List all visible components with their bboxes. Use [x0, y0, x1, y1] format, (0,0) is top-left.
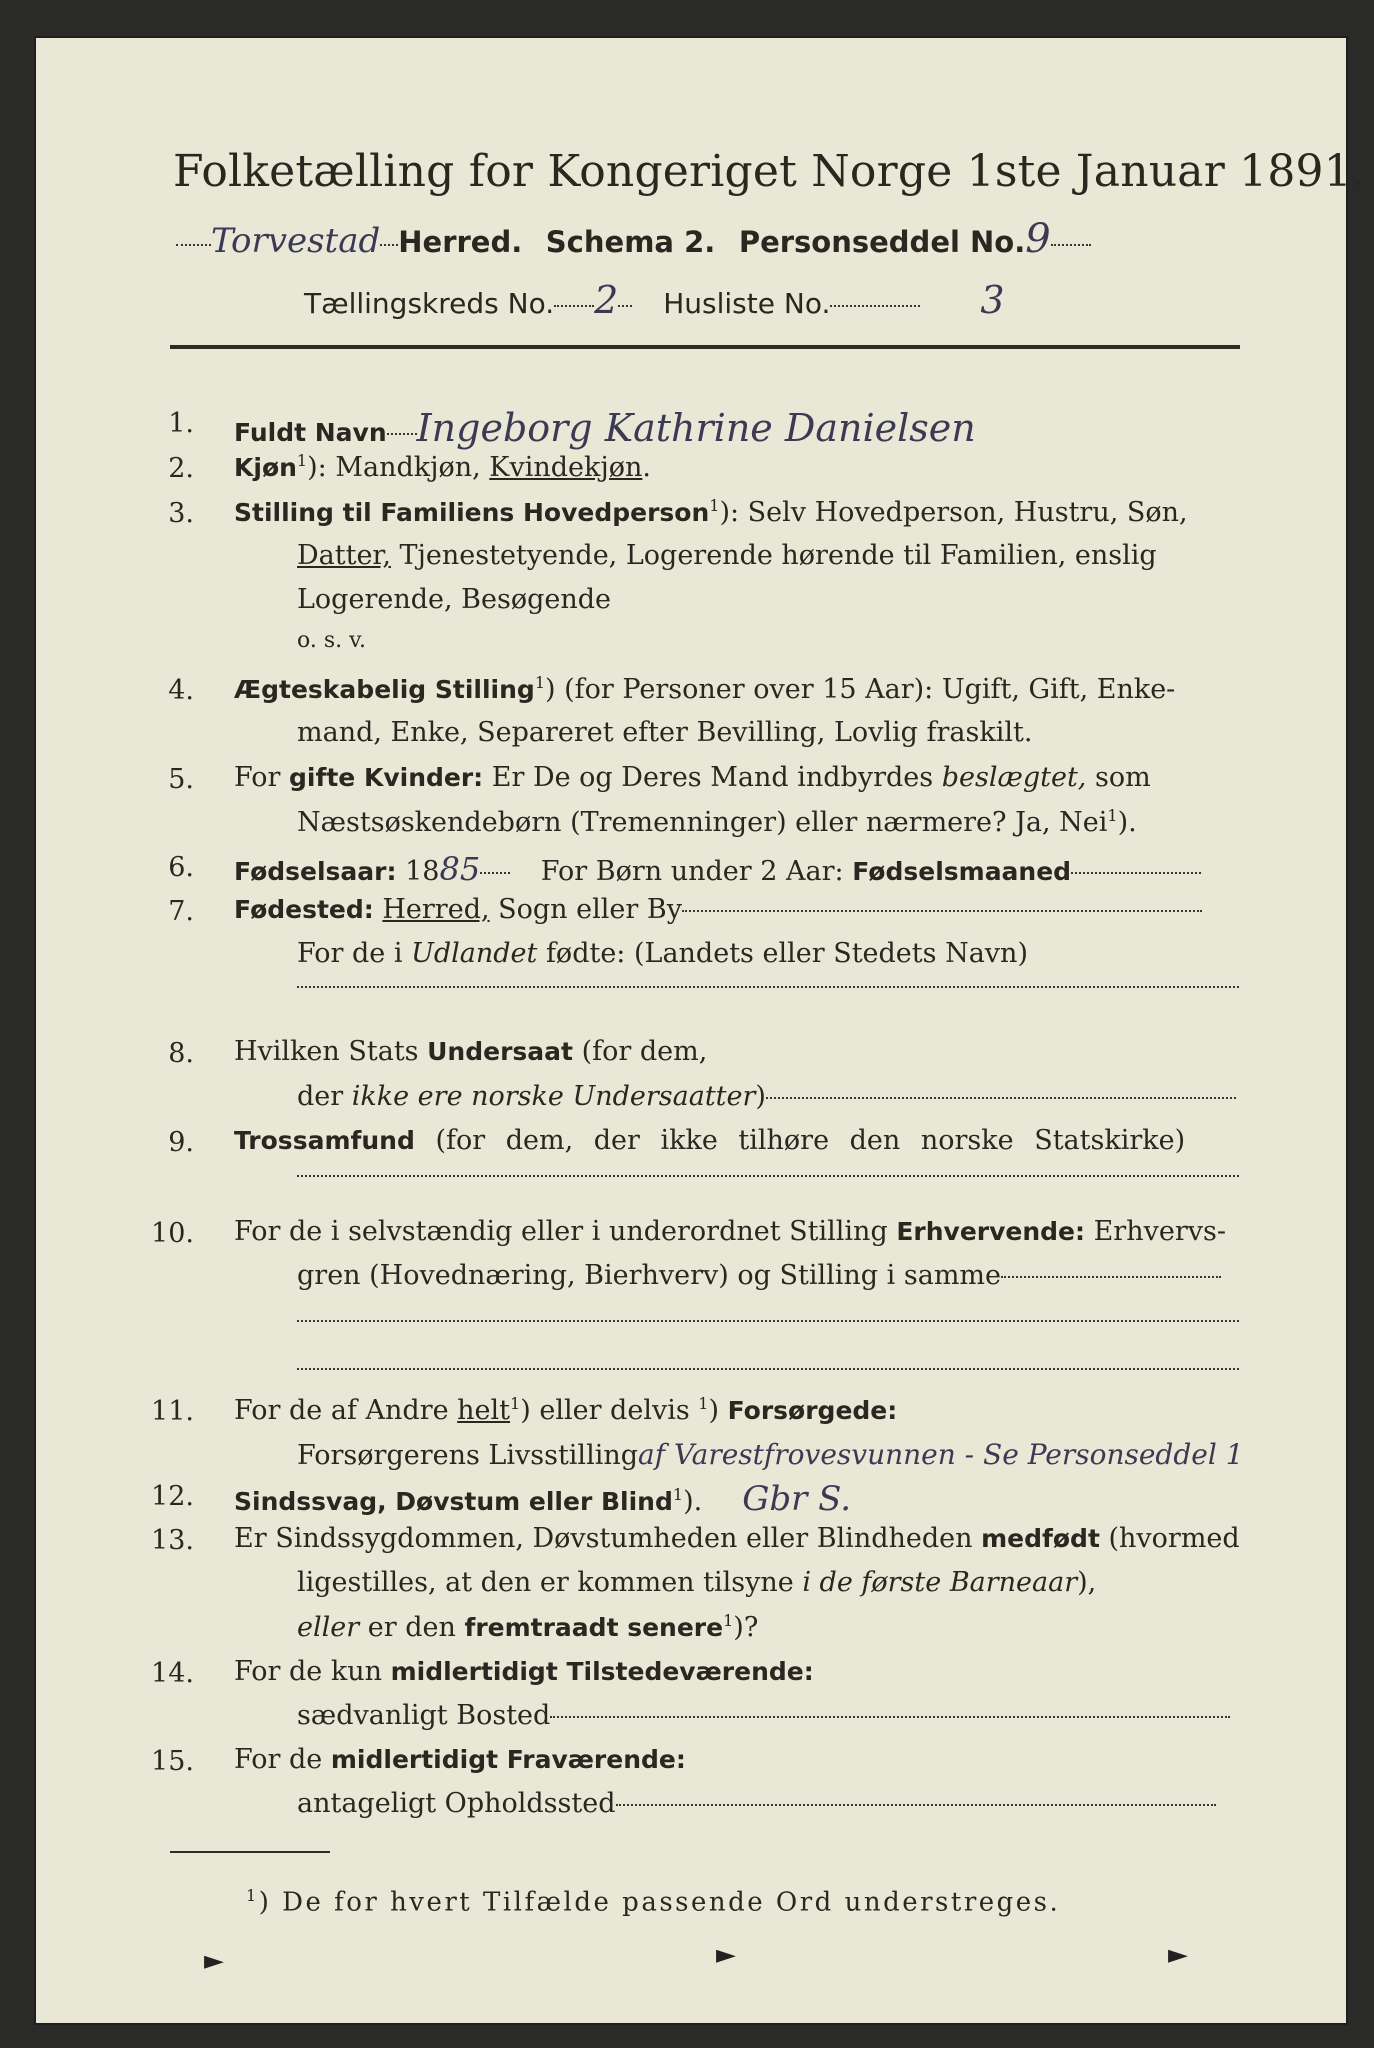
q12-label: Sindssvag, Døvstum eller Blind: [234, 1487, 673, 1516]
q5-line1: For gifte Kvinder: Er De og Deres Mand indbyrdes beslægtet, som: [234, 762, 1151, 793]
header-divider: [170, 345, 1240, 349]
corner-mark-center: ►: [716, 1940, 736, 1970]
q8-label: Undersaat: [427, 1037, 573, 1066]
q13-line2: ligestilles, at den er kommen tilsyne i de første Barneaar),: [297, 1567, 1097, 1598]
q14-label: midlertidigt Tilstedeværende:: [390, 1657, 814, 1686]
husliste-value: 3: [980, 278, 1005, 322]
schema-label: Schema 2.: [545, 225, 716, 259]
q14-line1: For de kun midlertidigt Tilstedeværende:: [234, 1656, 814, 1687]
q7-label: Fødested:: [234, 895, 374, 924]
q14-line2: sædvanligt Bosted: [297, 1700, 1230, 1731]
q3-line3: Logerende, Besøgende: [297, 584, 611, 615]
personseddel-label: Personseddel No.: [738, 225, 1026, 259]
q15-line2: antageligt Opholdssted: [297, 1788, 1216, 1819]
q8-number: 8.: [168, 1038, 194, 1069]
footnote: $^1$) De for hvert Tilfælde passende Ord understreges.: [246, 1886, 1061, 1918]
q14-number: 14.: [151, 1658, 194, 1689]
herred-row: [176, 216, 1091, 262]
q9-answer-line: [297, 1175, 1239, 1177]
q6-row: Fødselsaar: 1885 For Børn under 2 Aar: Fødselsmaaned: [234, 850, 1201, 888]
q3-line2: Datter, Tjenestetyende, Logerende hørende til Familien, enslig: [297, 540, 1157, 571]
taellingskreds-value: 2: [594, 278, 619, 322]
q7-answer-line: [297, 986, 1239, 988]
q11-value: af Varestfrovesvunnen - Se Personseddel 1: [638, 1438, 1244, 1471]
q1-number: 1.: [168, 408, 194, 439]
q13-number: 13.: [151, 1525, 194, 1556]
q12-number: 12.: [151, 1481, 194, 1512]
q10-answer-line-2: [297, 1368, 1239, 1370]
q9-row: Trossamfund (for dem, der ikke tilhøre den norske Statskirke): [234, 1125, 1186, 1156]
q6-value: 85: [439, 850, 481, 888]
q3-selected-option: Datter,: [297, 540, 391, 571]
census-form-page: [36, 38, 1367, 2023]
q10-number: 10.: [151, 1218, 194, 1249]
q9-label: Trossamfund: [234, 1126, 415, 1155]
q6-label: Fødselsaar:: [234, 857, 397, 886]
q10-line2: gren (Hovednæring, Bierhverv) og Stilling i samme: [297, 1260, 1221, 1291]
q4-label: Ægteskabelig Stilling: [234, 675, 535, 704]
q3-line1: Stilling til Familiens Hovedperson$^1$): Selv Hovedperson, Hustru, Søn,: [234, 496, 1188, 528]
q13-label: medfødt: [981, 1524, 1100, 1553]
q11-line2: Forsørgerens Livsstillingaf Varestfrovesvunnen - Se Personseddel 1: [297, 1438, 1244, 1471]
q4-line2: mand, Enke, Separeret efter Bevilling, Lovlig fraskilt.: [297, 717, 1033, 748]
q10-line1: For de i selvstændig eller i underordnet Stilling Erhvervende: Erhvervs-: [234, 1216, 1226, 1247]
q12-row: Sindssvag, Døvstum eller Blind$^1$). Gbr S.: [234, 1479, 852, 1519]
q4-number: 4.: [168, 675, 194, 706]
q9-number: 9.: [168, 1127, 194, 1158]
q3-label: Stilling til Familiens Hovedperson: [234, 498, 710, 527]
q12-value: Gbr S.: [742, 1479, 852, 1519]
q7-number: 7.: [168, 896, 194, 927]
q5-label: gifte Kvinder:: [289, 763, 484, 792]
q4-line1: Ægteskabelig Stilling$^1$) (for Personer over 15 Aar): Ugift, Gift, Enke-: [234, 673, 1176, 705]
taellingskreds-label: Tællingskreds No.: [304, 287, 555, 320]
q8-line1: Hvilken Stats Undersaat (for dem,: [234, 1036, 708, 1067]
q7-line1: Fødested: Herred, Sogn eller By: [234, 894, 1202, 925]
q15-label: midlertidigt Fraværende:: [330, 1745, 686, 1774]
q13-line1: Er Sindssygdommen, Døvstumheden eller Blindheden medfødt (hvormed: [234, 1523, 1240, 1554]
q6-number: 6.: [168, 852, 194, 883]
q15-number: 15.: [151, 1746, 194, 1777]
personseddel-value: 9: [1025, 216, 1051, 262]
q1-row: [234, 406, 976, 450]
form-title: Folketælling for Kongeriget Norge 1ste Januar 1891.: [173, 146, 1367, 197]
footnote-divider: [170, 1851, 330, 1853]
q5-line2: Næstsøskendebørn (Tremenninger) eller nærmere? Ja, Nei$^1$).: [297, 806, 1137, 838]
q11-label: Forsørgede:: [727, 1396, 898, 1425]
q15-line1: For de midlertidigt Fraværende:: [234, 1744, 686, 1775]
q1-value: Ingeborg Kathrine Danielsen: [416, 406, 976, 450]
q2-row: Kjøn$^1$): Mandkjøn, Kvindekjøn.: [234, 451, 651, 483]
q1-label: Fuldt Navn: [234, 418, 387, 447]
q13-line3: eller er den fremtraadt senere$^1$)?: [297, 1611, 759, 1643]
q7-selected-option: Herred,: [382, 894, 490, 925]
q11-selected-option: helt: [457, 1395, 511, 1426]
herred-value: Torvestad: [211, 221, 381, 261]
q5-number: 5.: [168, 764, 194, 795]
q7-line2: For de i Udlandet fødte: (Landets eller Stedets Navn): [297, 938, 1028, 969]
herred-label: Herred.: [398, 225, 523, 259]
corner-mark-right: ►: [1168, 1940, 1188, 1970]
q2-label: Kjøn: [234, 453, 297, 482]
q10-label: Erhvervende:: [896, 1217, 1086, 1246]
q3-number: 3.: [168, 498, 194, 529]
q8-line2: der ikke ere norske Undersaatter): [297, 1081, 1236, 1112]
q10-answer-line-1: [297, 1320, 1239, 1322]
husliste-label: Husliste No.: [663, 287, 831, 320]
q2-selected-option: Kvindekjøn: [489, 452, 643, 483]
q3-line4: o. s. v.: [297, 628, 366, 653]
q11-line1: For de af Andre helt$^1$) eller delvis $^1$) Forsørgede:: [234, 1394, 898, 1426]
q2-number: 2.: [168, 453, 194, 484]
q11-number: 11.: [151, 1396, 194, 1427]
corner-mark-left: ►: [204, 1946, 224, 1976]
taellingskreds-row: [304, 278, 1005, 322]
